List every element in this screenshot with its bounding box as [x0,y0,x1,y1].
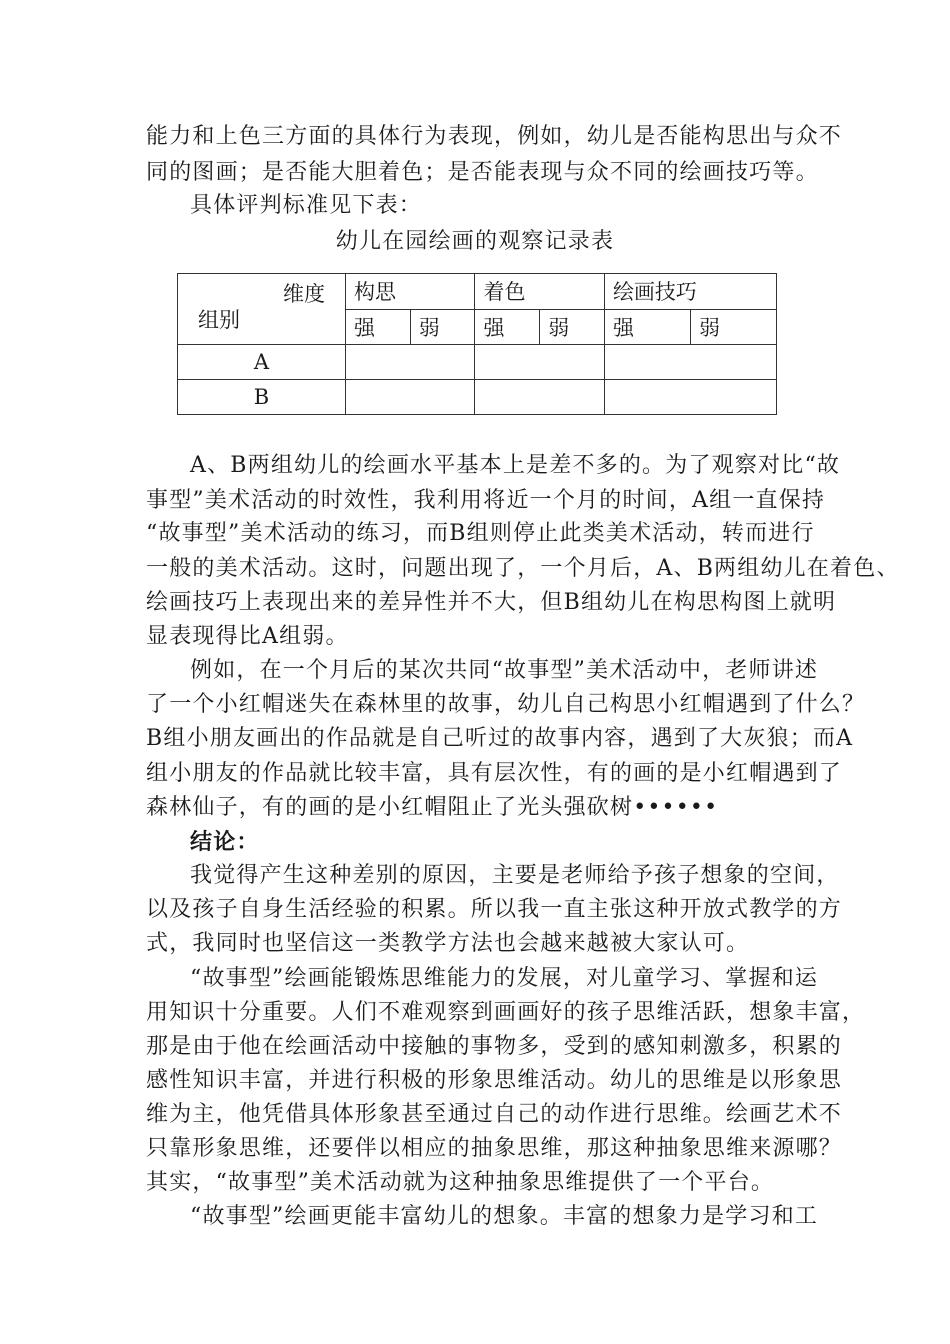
text-line: 以及孩子自身生活经验的积累。所以我一直主张这种开放式教学的方 [146,897,843,922]
text-line: “故事型”绘画更能丰富幼儿的想象。丰富的想象力是学习和工 [190,1204,819,1229]
level-header: 强 [475,309,540,345]
observation-table [177,273,777,415]
text-line: 同的图画；是否能大胆着色；是否能表现与众不同的绘画技巧等。 [146,160,819,185]
text-line: 具体评判标准见下表： [190,193,423,218]
corner-dimension-label: 维度 [283,282,325,306]
text-line: 绘画技巧上表现出来的差异性并不大，但B组幼儿在构思构图上就明 [146,590,837,615]
dimension-header: 着色 [475,274,604,310]
level-header: 强 [604,309,690,345]
text-line: 了一个小红帽迷失在森林里的故事，幼儿自己构思小红帽遇到了什么？ [146,692,866,717]
level-header: 弱 [690,309,776,345]
dimension-header: 绘画技巧 [604,274,776,310]
text-line: 能力和上色三方面的具体行为表现，例如，幼儿是否能构思出与众不 [146,124,843,149]
table-cell [604,380,776,415]
table-corner-cell [178,274,346,345]
table-cell [346,380,475,415]
text-line: “故事型”美术活动的练习，而B组则停止此类美术活动，转而进行 [146,521,815,546]
text-line: 显表现得比A组弱。 [146,624,349,649]
text-line: 组小朋友的作品就比较丰富，具有层次性，有的画的是小红帽遇到了 [146,761,843,786]
table-cell [475,345,604,380]
text-line: 我觉得产生这种差别的原因，主要是老师给予孩子想象的空间， [190,863,840,888]
conclusion-heading: 结论： [190,829,260,855]
text-line: 那是由于他在绘画活动中接触的事物多，受到的感知刺激多，积累的 [146,1034,843,1059]
level-header: 弱 [540,309,605,345]
table-cell [604,345,776,380]
text-line: 用知识十分重要。人们不难观察到画画好的孩子思维活跃，想象丰富， [146,1000,866,1025]
table-cell [346,345,475,380]
level-header: 强 [346,309,411,345]
text-line: 维为主，他凭借具体形象甚至通过自己的动作进行思维。绘画艺术不 [146,1102,843,1127]
group-label: B [178,380,346,415]
text-line: B组小朋友画出的作品就是自己听过的故事内容，遇到了大灰狼；而A [146,726,854,751]
dimension-header: 构思 [346,274,475,310]
text-line: 只靠形象思维，还要伴以相应的抽象思维，那这种抽象思维来源哪？ [146,1136,843,1161]
level-header: 弱 [410,309,475,345]
text-line: 其实，“故事型”美术活动就为这种抽象思维提供了一个平台。 [146,1170,775,1195]
corner-group-label: 组别 [198,308,240,332]
text-line: “故事型”绘画能锻炼思维能力的发展，对儿童学习、掌握和运 [190,966,819,991]
text-line: 一般的美术活动。这时，问题出现了，一个月后，A、B两组幼儿在着色、 [146,556,900,581]
text-line: 感性知识丰富，并进行积极的形象思维活动。幼儿的思维是以形象思 [146,1068,843,1093]
text-line: A、B两组幼儿的绘画水平基本上是差不多的。为了观察对比“故 [190,453,841,478]
group-label: A [178,345,346,380]
text-line: 事型”美术活动的时效性，我利用将近一个月的时间，A组一直保持 [146,488,826,513]
text-line: 森林仙子，有的画的是小红帽阻止了光头强砍树•••••• [146,795,719,820]
text-line: 式，我同时也坚信这一类教学方法也会越来越被大家认可。 [146,931,750,956]
text-line: 例如，在一个月后的某次共同“故事型”美术活动中，老师讲述 [190,658,819,683]
table-title: 幼儿在园绘画的观察记录表 [335,229,615,254]
table-cell [475,380,604,415]
